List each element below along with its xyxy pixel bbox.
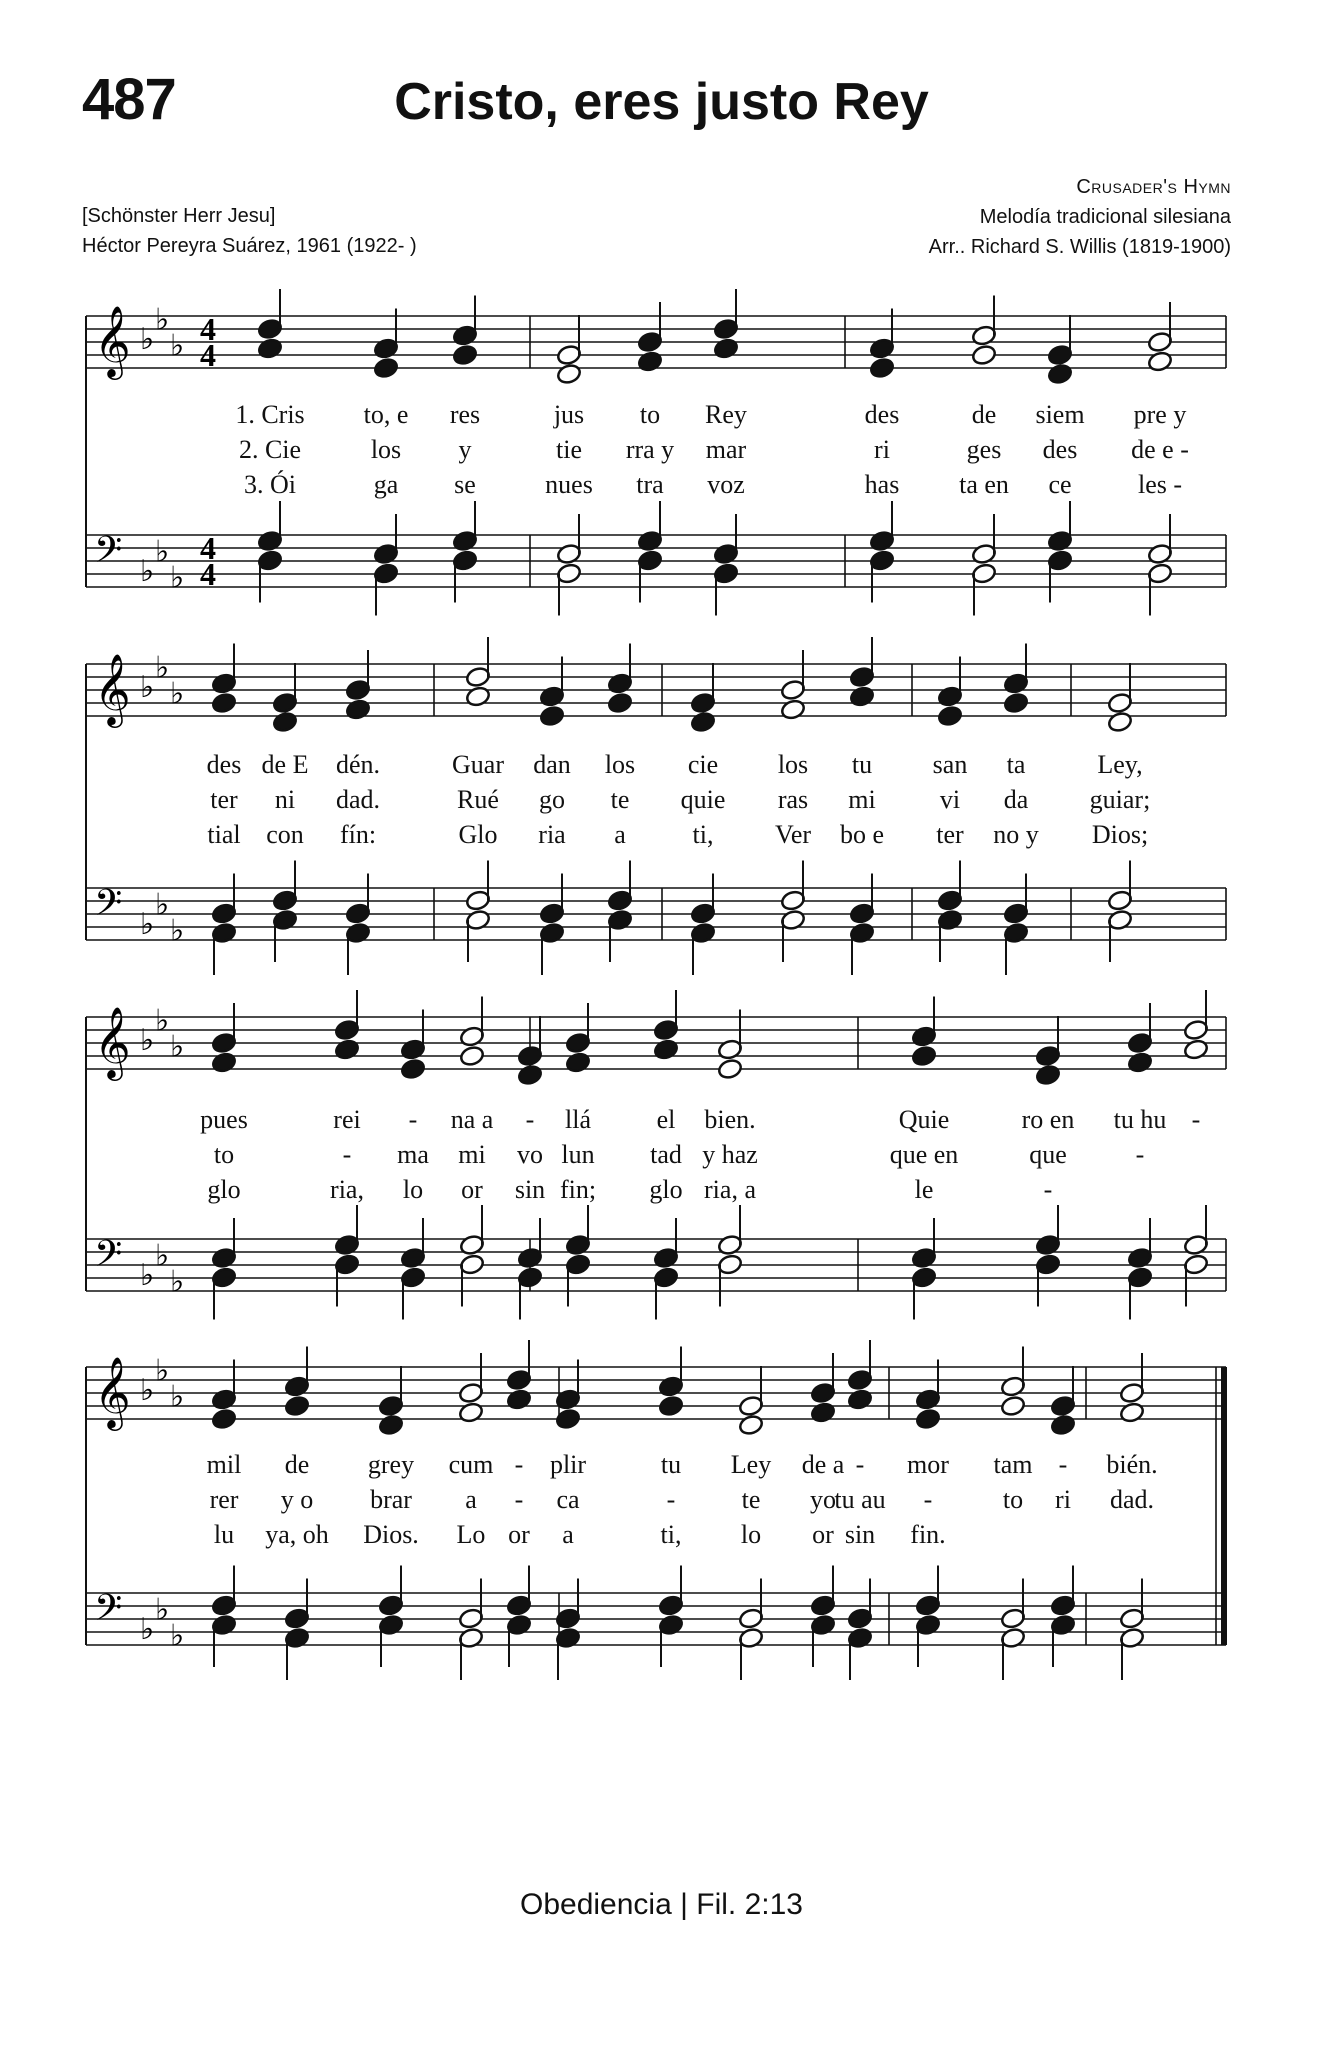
lyric-syllable: rer <box>209 1485 239 1514</box>
lyric-syllable: fin; <box>559 1175 597 1204</box>
bass-key-flat-icon: ♭ <box>140 907 155 942</box>
lyric-syllable: des <box>1042 435 1078 464</box>
lyric-syllable: fín: <box>339 820 377 849</box>
bass-key-flat-icon: ♭ <box>140 554 155 589</box>
lyric-syllable: a <box>614 820 626 849</box>
lyric-syllable: Glo <box>458 820 498 849</box>
lyric-syllable: tu <box>660 1450 682 1479</box>
lyric-syllable: Lo <box>456 1520 486 1549</box>
lyric-syllable: ria, <box>330 1175 364 1204</box>
lyric-syllable: ras <box>777 785 809 814</box>
treble-key-flat-icon: ♭ <box>170 676 185 712</box>
lyric-syllable: bo e <box>839 820 885 849</box>
treble-notehead <box>458 1401 484 1424</box>
lyric-syllable: - <box>1135 1140 1145 1169</box>
lyric-syllable: lu <box>213 1520 235 1549</box>
bass-clef-icon: 𝄢 <box>94 882 123 933</box>
lyric-syllable: go <box>539 785 565 814</box>
lyric-syllable: - <box>1058 1450 1068 1479</box>
lyric-syllable: to <box>213 1140 235 1169</box>
lyric-syllable: ma <box>397 1140 429 1169</box>
time-signature: 4 <box>200 311 216 347</box>
lyric-syllable: ria <box>538 820 566 849</box>
lyric-syllable: lo <box>402 1175 424 1204</box>
treble-notehead <box>272 711 298 734</box>
treble-clef-icon: 𝄞 <box>94 1005 131 1078</box>
lyric-syllable: tu hu <box>1113 1105 1167 1134</box>
lyric-syllable: mor <box>907 1450 949 1479</box>
treble-key-flat-icon: ♭ <box>170 1379 185 1415</box>
bass-key-flat-icon: ♭ <box>155 534 170 570</box>
lyric-syllable: to, e <box>363 400 409 429</box>
treble-notehead <box>658 1395 684 1418</box>
lyric-syllable: tu <box>851 750 873 779</box>
treble-notehead <box>1047 363 1073 386</box>
treble-key-flat-icon: ♭ <box>155 650 170 686</box>
bass-clef-icon: 𝄢 <box>94 529 123 580</box>
lyric-syllable: que <box>1029 1140 1067 1169</box>
lyric-syllable: glo <box>207 1175 241 1204</box>
lyric-syllable: que en <box>889 1140 959 1169</box>
bass-key-flat-icon: ♭ <box>140 1612 155 1647</box>
treble-notehead <box>465 685 491 708</box>
tune-name-left: [Schönster Herr Jesu] <box>82 205 276 227</box>
lyric-syllable: mi <box>848 785 876 814</box>
lyric-syllable: dan <box>533 750 571 779</box>
lyric-syllable: ro en <box>1021 1105 1075 1134</box>
lyric-syllable: bién. <box>1106 1450 1158 1479</box>
treble-notehead <box>780 698 806 721</box>
lyric-syllable: te <box>741 1485 761 1514</box>
lyric-syllable: vi <box>939 785 961 814</box>
lyric-syllable: 2. Cie <box>238 435 302 464</box>
lyric-syllable: ga <box>373 470 399 499</box>
footer-topic: Obediencia <box>520 1888 672 1921</box>
lyric-syllable: yo <box>810 1485 836 1514</box>
lyric-syllable: los <box>604 750 636 779</box>
treble-notehead <box>556 363 582 386</box>
lyric-syllable: les - <box>1137 470 1183 499</box>
lyric-syllable: le <box>914 1175 934 1204</box>
treble-notehead <box>1147 350 1173 373</box>
lyric-syllable: - <box>514 1450 524 1479</box>
treble-key-flat-icon: ♭ <box>170 328 185 364</box>
bass-key-flat-icon: ♭ <box>170 913 185 949</box>
lyric-syllable: - <box>923 1485 933 1514</box>
treble-notehead <box>452 344 478 367</box>
lyric-syllable: - <box>1191 1105 1201 1134</box>
treble-notehead <box>539 705 565 728</box>
lyric-syllable: Rué <box>457 785 499 814</box>
bass-key-flat-icon: ♭ <box>170 560 185 596</box>
footer-separator: | <box>680 1888 688 1921</box>
lyric-syllable: Guar <box>452 750 504 779</box>
treble-notehead <box>1035 1064 1061 1087</box>
lyric-syllable: vo <box>517 1140 543 1169</box>
lyric-syllable: 1. Cris <box>235 400 305 429</box>
treble-notehead <box>911 1045 937 1068</box>
lyric-syllable: siem <box>1035 400 1085 429</box>
lyric-syllable: ter <box>210 785 238 814</box>
lyric-syllable: to <box>639 400 661 429</box>
treble-notehead <box>971 344 997 367</box>
lyric-syllable: - <box>525 1105 535 1134</box>
treble-clef-icon: 𝄞 <box>94 652 131 725</box>
hymn-title: Cristo, eres justo Rey <box>394 73 929 131</box>
treble-notehead <box>1119 1401 1145 1424</box>
lyric-syllable: lun <box>561 1140 595 1169</box>
lyric-syllable: Ley, <box>1097 750 1143 779</box>
bass-key-flat-icon: ♭ <box>170 1618 185 1654</box>
bass-key-flat-icon: ♭ <box>140 1258 155 1293</box>
lyric-syllable: tra <box>636 470 664 499</box>
lyric-syllable: mi <box>458 1140 486 1169</box>
lyric-syllable: bien. <box>704 1105 756 1134</box>
lyric-syllable: or <box>812 1520 834 1549</box>
lyric-syllable: se <box>454 470 476 499</box>
treble-notehead <box>565 1051 591 1074</box>
lyric-syllable: de E <box>261 750 309 779</box>
treble-notehead <box>607 692 633 715</box>
lyric-syllable: con <box>266 820 304 849</box>
treble-notehead <box>1183 1038 1209 1061</box>
treble-notehead <box>334 1038 360 1061</box>
treble-notehead <box>345 698 371 721</box>
lyric-syllable: fin. <box>910 1520 946 1549</box>
arranger: Arr.. Richard S. Willis (1819-1900) <box>928 236 1231 258</box>
lyric-syllable: de <box>284 1450 310 1479</box>
lyric-syllable: voz <box>707 470 745 499</box>
lyric-syllable: los <box>370 435 402 464</box>
lyric-syllable: da <box>1003 785 1029 814</box>
lyric-syllable: ni <box>274 785 296 814</box>
melody-source: Melodía tradicional silesiana <box>979 206 1231 228</box>
lyric-syllable: Quie <box>898 1105 950 1134</box>
lyric-syllable: dad. <box>1109 1485 1155 1514</box>
lyric-syllable: tie <box>556 435 582 464</box>
bass-key-flat-icon: ♭ <box>155 1238 170 1274</box>
time-signature: 4 <box>200 337 216 373</box>
lyric-syllable: tu au <box>834 1485 886 1514</box>
lyric-syllable: los <box>777 750 809 779</box>
lyric-syllable: ca <box>556 1485 580 1514</box>
lyric-syllable: - <box>666 1485 676 1514</box>
lyric-syllable: ria, a <box>704 1175 756 1204</box>
lyric-syllable: - <box>1043 1175 1053 1204</box>
treble-key-flat-icon: ♭ <box>140 1023 155 1058</box>
bass-key-flat-icon: ♭ <box>155 887 170 923</box>
treble-clef-icon: 𝄞 <box>94 1355 131 1428</box>
lyric-syllable: pues <box>200 1105 248 1134</box>
treble-notehead <box>690 711 716 734</box>
lyric-syllable: mil <box>206 1450 242 1479</box>
hymn-number: 487 <box>82 67 176 132</box>
footer-reference: Fil. 2:13 <box>696 1888 803 1921</box>
lyric-syllable: rra y <box>625 435 675 464</box>
bass-clef-icon: 𝄢 <box>94 1233 123 1284</box>
lyric-syllable: tad <box>650 1140 682 1169</box>
treble-notehead <box>653 1038 679 1061</box>
treble-notehead <box>211 692 237 715</box>
treble-clef-icon: 𝄞 <box>94 304 131 377</box>
treble-notehead <box>849 685 875 708</box>
treble-notehead <box>1000 1395 1026 1418</box>
lyric-syllable: rei <box>333 1105 361 1134</box>
lyric-syllable: tial <box>207 820 241 849</box>
lyric-syllable: brar <box>370 1485 412 1514</box>
bass-clef-icon: 𝄢 <box>94 1587 123 1638</box>
lyric-syllable: glo <box>649 1175 683 1204</box>
treble-notehead <box>1003 692 1029 715</box>
lyric-syllable: - <box>408 1105 418 1134</box>
lyric-syllable: de <box>971 400 997 429</box>
treble-notehead <box>257 337 283 360</box>
lyric-syllable: jus <box>553 400 585 429</box>
lyric-syllable: y <box>458 435 472 464</box>
treble-notehead <box>373 357 399 380</box>
lyric-syllable: Ley <box>730 1450 772 1479</box>
treble-notehead <box>400 1058 426 1081</box>
lyric-syllable: ce <box>1048 470 1072 499</box>
bass-key-flat-icon: ♭ <box>170 1264 185 1300</box>
treble-notehead <box>211 1408 237 1431</box>
tune-name-right: Crusader's Hymn <box>1076 176 1231 198</box>
lyric-syllable: sin <box>514 1175 546 1204</box>
treble-notehead <box>1050 1414 1076 1437</box>
lyric-syllable: ges <box>966 435 1002 464</box>
treble-notehead <box>378 1414 404 1437</box>
lyric-syllable: ter <box>936 820 964 849</box>
lyric-syllable: Dios; <box>1091 820 1149 849</box>
lyric-syllable: a <box>465 1485 477 1514</box>
lyric-syllable: - <box>855 1450 865 1479</box>
lyric-syllable: dad. <box>335 785 381 814</box>
time-signature: 4 <box>200 530 216 566</box>
lyric-syllable: de e - <box>1131 435 1189 464</box>
treble-key-flat-icon: ♭ <box>140 1373 155 1408</box>
lyric-syllable: Ver <box>774 820 812 849</box>
lyric-syllable: ri <box>1055 1485 1071 1514</box>
treble-key-flat-icon: ♭ <box>140 670 155 705</box>
lyric-syllable: mar <box>705 435 747 464</box>
treble-key-flat-icon: ♭ <box>155 1353 170 1389</box>
treble-notehead <box>847 1388 873 1411</box>
lyric-syllable: ti, <box>660 1520 682 1549</box>
lyric-syllable: Dios. <box>363 1520 419 1549</box>
lyric-syllable: pre y <box>1133 400 1187 429</box>
treble-notehead <box>738 1414 764 1437</box>
footer <box>0 1888 1323 1922</box>
lyric-syllable: dén. <box>335 750 381 779</box>
lyric-syllable: ta <box>1006 750 1026 779</box>
lyric-syllable: ta en <box>959 470 1009 499</box>
lyric-syllable: llá <box>565 1105 591 1134</box>
treble-notehead <box>915 1408 941 1431</box>
lyric-syllable: guiar; <box>1089 785 1151 814</box>
lyric-syllable: des <box>864 400 900 429</box>
lyric-syllable: Rey <box>705 400 747 429</box>
lyric-syllable: or <box>461 1175 483 1204</box>
lyric-syllable: quie <box>680 785 726 814</box>
lyric-syllable: des <box>206 750 242 779</box>
lyric-syllable: - <box>342 1140 352 1169</box>
lyric-syllable: grey <box>367 1450 415 1479</box>
treble-notehead <box>459 1045 485 1068</box>
bass-key-flat-icon: ♭ <box>155 1592 170 1628</box>
lyric-syllable: lo <box>740 1520 762 1549</box>
treble-notehead <box>713 337 739 360</box>
treble-notehead <box>937 705 963 728</box>
lyric-syllable: te <box>610 785 630 814</box>
treble-notehead <box>810 1401 836 1424</box>
lyric-syllable: - <box>514 1485 524 1514</box>
treble-key-flat-icon: ♭ <box>155 1003 170 1039</box>
time-signature: 4 <box>200 556 216 592</box>
lyric-syllable: res <box>449 400 481 429</box>
treble-notehead <box>284 1395 310 1418</box>
lyric-syllable: el <box>656 1105 676 1134</box>
lyric-syllable: cie <box>687 750 719 779</box>
treble-key-flat-icon: ♭ <box>170 1029 185 1065</box>
treble-notehead <box>1107 711 1133 734</box>
lyric-syllable: y haz <box>702 1140 758 1169</box>
lyric-syllable: no y <box>993 820 1039 849</box>
treble-notehead <box>869 357 895 380</box>
lyric-syllable: de a <box>801 1450 845 1479</box>
lyric-syllable: ya, oh <box>265 1520 329 1549</box>
lyric-syllable: a <box>562 1520 574 1549</box>
lyric-syllable: tam <box>993 1450 1033 1479</box>
lyric-syllable: ri <box>874 435 890 464</box>
treble-key-flat-icon: ♭ <box>155 302 170 338</box>
lyric-syllable: or <box>508 1520 530 1549</box>
treble-notehead <box>717 1058 743 1081</box>
treble-notehead <box>637 350 663 373</box>
lyric-syllable: has <box>864 470 900 499</box>
lyric-syllable: nues <box>545 470 593 499</box>
lyric-syllable: y o <box>280 1485 314 1514</box>
lyric-syllable: na a <box>450 1105 494 1134</box>
lyric-syllable: sin <box>844 1520 876 1549</box>
treble-notehead <box>1127 1051 1153 1074</box>
lyric-syllable: san <box>932 750 968 779</box>
treble-notehead <box>517 1064 543 1087</box>
author: Héctor Pereyra Suárez, 1961 (1922- ) <box>82 235 417 257</box>
lyric-syllable: to <box>1002 1485 1024 1514</box>
treble-notehead <box>506 1388 532 1411</box>
treble-key-flat-icon: ♭ <box>140 322 155 357</box>
treble-notehead <box>211 1051 237 1074</box>
lyric-syllable: cum <box>448 1450 494 1479</box>
lyric-syllable: plir <box>549 1450 587 1479</box>
lyric-syllable: ti, <box>692 820 714 849</box>
lyric-syllable: 3. Ói <box>244 470 296 499</box>
